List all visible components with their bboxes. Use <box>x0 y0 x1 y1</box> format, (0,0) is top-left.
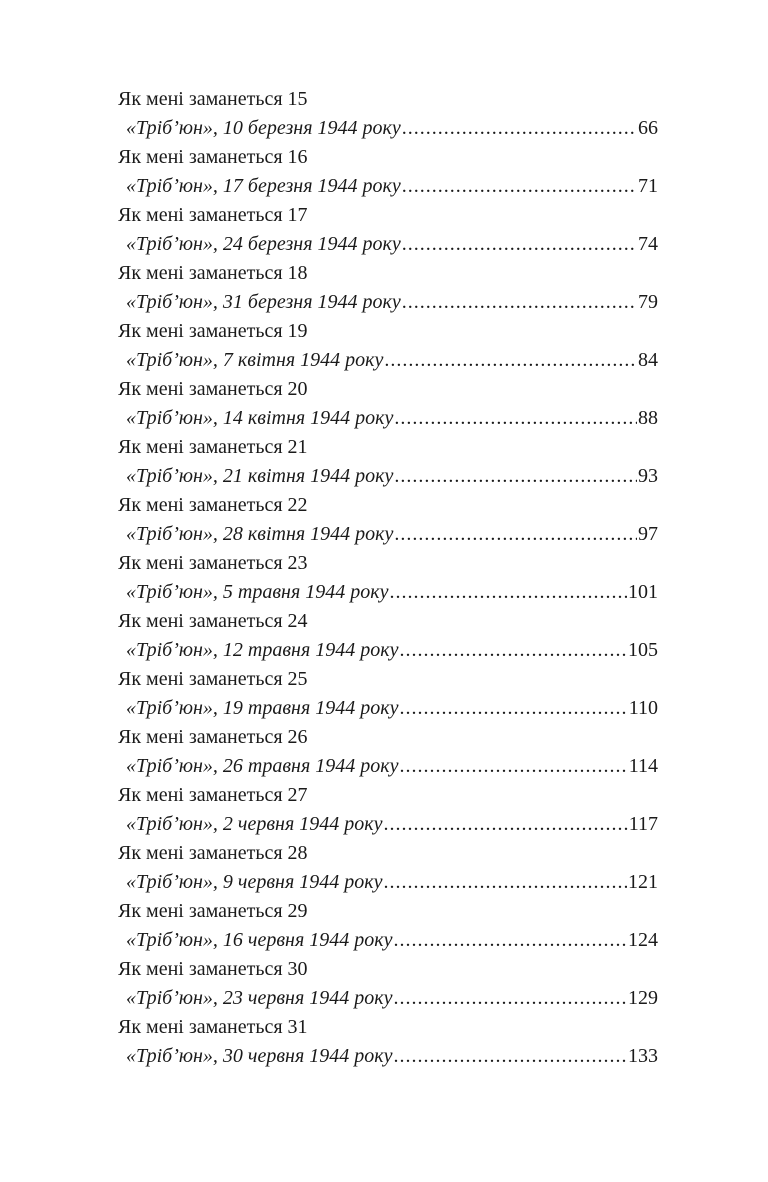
toc-entry <box>118 549 658 607</box>
toc-entry-line <box>118 404 658 433</box>
toc-entry-title: Як мені заманеться 30 <box>118 958 308 980</box>
toc-entry-subtitle: «Тріб’юн», 17 березня 1944 року <box>126 175 401 197</box>
toc-entry <box>118 781 658 839</box>
dot-leader <box>400 636 628 665</box>
toc-entry-page-number: 114 <box>628 755 658 777</box>
toc-entry-page-number: 74 <box>638 233 658 255</box>
toc-entry-page-number: 105 <box>628 639 658 661</box>
toc-entry-page-number: 110 <box>628 697 658 719</box>
toc-entry-subtitle: «Тріб’юн», 12 травня 1944 року <box>126 639 399 661</box>
toc-entry <box>118 955 658 1013</box>
toc-entry-title: Як мені заманеться 27 <box>118 784 308 806</box>
toc-entry <box>118 723 658 781</box>
dot-leader <box>394 404 637 433</box>
toc-entry-subtitle: «Тріб’юн», 30 червня 1944 року <box>126 1045 393 1067</box>
dot-leader <box>384 346 637 375</box>
toc-entry-line <box>118 114 658 143</box>
toc-entry-line <box>118 462 658 491</box>
toc-entry <box>118 839 658 897</box>
toc-entry-title: Як мені заманеться 26 <box>118 726 308 748</box>
toc-entry-subtitle: «Тріб’юн», 9 червня 1944 року <box>126 871 383 893</box>
toc-entry-title: Як мені заманеться 22 <box>118 494 308 516</box>
toc-entry-line <box>118 346 658 375</box>
toc-entry-subtitle: «Тріб’юн», 28 квітня 1944 року <box>126 523 394 545</box>
toc-entry-page-number: 121 <box>628 871 658 893</box>
toc-entry-page-number: 124 <box>628 929 658 951</box>
toc-entry-title: Як мені заманеться 15 <box>118 88 308 110</box>
toc-entry-title: Як мені заманеться 16 <box>118 146 308 168</box>
toc-entry-subtitle: «Тріб’юн», 5 травня 1944 року <box>126 581 389 603</box>
dot-leader <box>402 172 637 201</box>
toc-entry <box>118 85 658 143</box>
toc-entry-subtitle: «Тріб’юн», 16 червня 1944 року <box>126 929 393 951</box>
toc-entry-page-number: 133 <box>628 1045 658 1067</box>
dot-leader <box>400 752 628 781</box>
dot-leader <box>393 926 627 955</box>
dot-leader <box>390 578 628 607</box>
toc-entry-line <box>118 636 658 665</box>
toc-entry-subtitle: «Тріб’юн», 24 березня 1944 року <box>126 233 401 255</box>
toc-entry-subtitle: «Тріб’юн», 7 квітня 1944 року <box>126 349 384 371</box>
toc-entry-line <box>118 868 658 897</box>
toc-entry-title: Як мені заманеться 21 <box>118 436 308 458</box>
toc-entry-subtitle: «Тріб’юн», 26 травня 1944 року <box>126 755 399 777</box>
dot-leader <box>383 868 627 897</box>
toc-entry-title: Як мені заманеться 18 <box>118 262 308 284</box>
dot-leader <box>402 114 637 143</box>
toc-entry <box>118 201 658 259</box>
toc-entry-subtitle: «Тріб’юн», 21 квітня 1944 року <box>126 465 394 487</box>
dot-leader <box>393 1042 627 1071</box>
toc-entry <box>118 317 658 375</box>
toc-entry-line <box>118 984 658 1013</box>
toc-entry-line <box>118 578 658 607</box>
toc-entry-title: Як мені заманеться 29 <box>118 900 308 922</box>
toc-entry-page-number: 84 <box>638 349 658 371</box>
toc-entry-title: Як мені заманеться 19 <box>118 320 308 342</box>
toc-entry-line <box>118 520 658 549</box>
toc-entry-page-number: 117 <box>628 813 658 835</box>
toc-entry <box>118 433 658 491</box>
toc-entry-title: Як мені заманеться 20 <box>118 378 308 400</box>
table-of-contents <box>118 85 658 1071</box>
toc-entry-line <box>118 926 658 955</box>
toc-entry-page-number: 93 <box>638 465 658 487</box>
dot-leader <box>393 984 627 1013</box>
dot-leader <box>402 230 637 259</box>
toc-entry-title: Як мені заманеться 31 <box>118 1016 308 1038</box>
toc-entry-page-number: 129 <box>628 987 658 1009</box>
dot-leader <box>383 810 627 839</box>
toc-entry-page-number: 101 <box>628 581 658 603</box>
toc-entry <box>118 259 658 317</box>
toc-entry-page-number: 71 <box>638 175 658 197</box>
toc-entry-title: Як мені заманеться 17 <box>118 204 308 226</box>
toc-entry-title: Як мені заманеться 23 <box>118 552 308 574</box>
toc-entry-title: Як мені заманеться 25 <box>118 668 308 690</box>
toc-entry-line <box>118 172 658 201</box>
toc-entry <box>118 143 658 201</box>
dot-leader <box>400 694 628 723</box>
toc-entry-page-number: 97 <box>638 523 658 545</box>
toc-entry-page-number: 88 <box>638 407 658 429</box>
dot-leader <box>394 520 637 549</box>
toc-entry-subtitle: «Тріб’юн», 2 червня 1944 року <box>126 813 383 835</box>
toc-entry-subtitle: «Тріб’юн», 23 червня 1944 року <box>126 987 393 1009</box>
toc-entry-line <box>118 288 658 317</box>
toc-entry-line <box>118 1042 658 1071</box>
toc-entry-subtitle: «Тріб’юн», 31 березня 1944 року <box>126 291 401 313</box>
toc-entry-line <box>118 752 658 781</box>
toc-entry <box>118 1013 658 1071</box>
dot-leader <box>402 288 637 317</box>
toc-entry <box>118 607 658 665</box>
toc-entry-page-number: 79 <box>638 291 658 313</box>
toc-entry <box>118 665 658 723</box>
toc-entry-subtitle: «Тріб’юн», 14 квітня 1944 року <box>126 407 394 429</box>
toc-entry-subtitle: «Тріб’юн», 10 березня 1944 року <box>126 117 401 139</box>
toc-entry-line <box>118 810 658 839</box>
dot-leader <box>394 462 637 491</box>
toc-entry-line <box>118 694 658 723</box>
toc-entry <box>118 491 658 549</box>
toc-entry <box>118 375 658 433</box>
toc-entry-subtitle: «Тріб’юн», 19 травня 1944 року <box>126 697 399 719</box>
toc-entry-title: Як мені заманеться 28 <box>118 842 308 864</box>
toc-entry-page-number: 66 <box>638 117 658 139</box>
toc-entry-line <box>118 230 658 259</box>
toc-entry <box>118 897 658 955</box>
toc-entry-title: Як мені заманеться 24 <box>118 610 308 632</box>
